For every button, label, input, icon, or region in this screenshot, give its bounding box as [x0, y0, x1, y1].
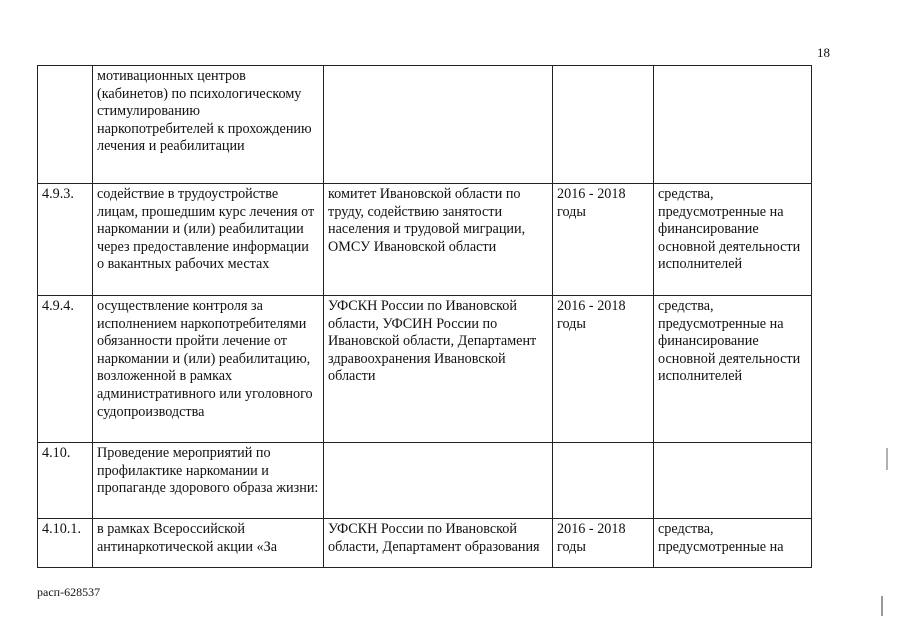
activity-cell: в рамках Всероссийской антинаркотической акции «За: [93, 519, 324, 568]
activity-cell: Проведение мероприятий по профилактике наркомании и пропаганде здорового образа жизни:: [93, 443, 324, 519]
document-code: расп-628537: [37, 585, 101, 599]
table-row: [38, 519, 812, 568]
executor-cell: УФСКН России по Ивановской области, Департамент образования: [324, 519, 553, 568]
scan-mark: [881, 596, 883, 616]
executor-cell: УФСКН России по Ивановской области, УФСИН России по Ивановской области, Департамент здравоохранения Ивановской области: [324, 296, 553, 443]
period-cell: [553, 443, 654, 519]
funding-cell: [654, 66, 812, 184]
activity-cell: содействие в трудоустройстве лицам, прошедшим курс лечения от наркомании и (или) реабилитации через предоставление информации о вакантных рабочих местах: [93, 184, 324, 296]
table-row: [38, 184, 812, 296]
period-cell: 2016 - 2018 годы: [553, 519, 654, 568]
funding-cell: средства, предусмотренные на финансирование основной деятельности исполнителей: [654, 184, 812, 296]
measures-table: [37, 65, 812, 568]
activity-cell: мотивационных центров (кабинетов) по психологическому стимулированию наркопотребителей к прохождению лечения и реабилитации: [93, 66, 324, 184]
executor-cell: комитет Ивановской области по труду, содействию занятости населения и трудовой миграции, ОМСУ Ивановской области: [324, 184, 553, 296]
table-row: [38, 443, 812, 519]
executor-cell: [324, 443, 553, 519]
period-cell: [553, 66, 654, 184]
page-number: 18: [817, 45, 830, 60]
activity-cell: осуществление контроля за исполнением наркопотребителями обязанности пройти лечение от наркомании и (или) реабилитацию, возложенной в рамках административного или уголовного судопроизводства: [93, 296, 324, 443]
scan-mark: [886, 448, 888, 470]
row-number-cell: 4.10.: [38, 443, 93, 519]
funding-cell: [654, 443, 812, 519]
row-number-cell: [38, 66, 93, 184]
period-cell: 2016 - 2018 годы: [553, 296, 654, 443]
row-number-cell: 4.10.1.: [38, 519, 93, 568]
table-row: [38, 66, 812, 184]
table-row: [38, 296, 812, 443]
period-cell: 2016 - 2018 годы: [553, 184, 654, 296]
row-number-cell: 4.9.3.: [38, 184, 93, 296]
executor-cell: [324, 66, 553, 184]
funding-cell: средства, предусмотренные на: [654, 519, 812, 568]
row-number-cell: 4.9.4.: [38, 296, 93, 443]
funding-cell: средства, предусмотренные на финансирование основной деятельности исполнителей: [654, 296, 812, 443]
